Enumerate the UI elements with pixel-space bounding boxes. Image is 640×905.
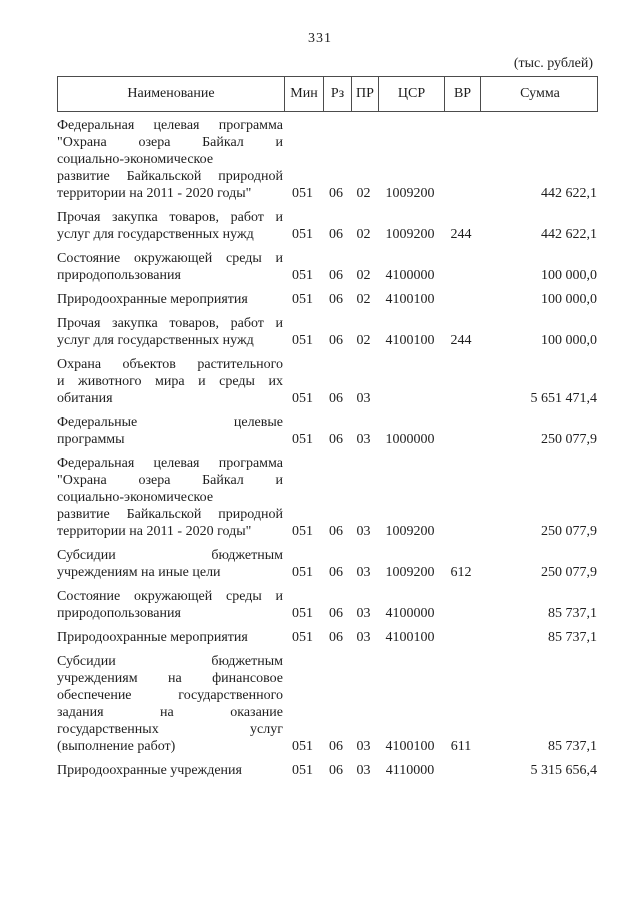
row-name bbox=[57, 356, 283, 407]
row-rz: 06 bbox=[329, 739, 343, 754]
row-name-line: государственных услуг bbox=[57, 722, 283, 737]
row-csr: 4110000 bbox=[385, 763, 435, 778]
row-name-line: Прочая закупка товаров, работ и bbox=[57, 210, 283, 225]
table-body bbox=[57, 117, 598, 779]
table-row bbox=[57, 250, 598, 284]
table-row bbox=[57, 209, 598, 243]
row-name bbox=[57, 291, 283, 308]
row-name-line: природопользования bbox=[57, 268, 181, 283]
row-min: 051 bbox=[292, 630, 313, 645]
row-name-line: Природоохранные учреждения bbox=[57, 763, 242, 778]
row-summa: 250 077,9 bbox=[541, 432, 597, 447]
row-pr: 03 bbox=[356, 630, 371, 645]
row-min: 051 bbox=[292, 391, 313, 406]
row-pr: 02 bbox=[356, 292, 371, 307]
row-min: 051 bbox=[292, 268, 313, 283]
row-name bbox=[57, 588, 283, 622]
row-pr: 03 bbox=[356, 606, 371, 621]
page-number: 331 bbox=[308, 31, 332, 46]
table-row bbox=[57, 356, 598, 407]
row-vr: 244 bbox=[450, 333, 472, 348]
table-row bbox=[57, 588, 598, 622]
row-csr: 1000000 bbox=[385, 432, 435, 447]
row-pr: 02 bbox=[356, 333, 371, 348]
row-name-line: Прочая закупка товаров, работ и bbox=[57, 316, 283, 331]
row-name-line: социально-экономическое bbox=[57, 490, 214, 505]
row-name bbox=[57, 629, 283, 646]
row-vr: 611 bbox=[450, 739, 472, 754]
row-pr: 02 bbox=[356, 186, 371, 201]
row-name-line: Субсидии бюджетным bbox=[57, 654, 283, 669]
row-min: 051 bbox=[292, 333, 313, 348]
row-name-line: Федеральные целевые bbox=[57, 415, 283, 430]
row-rz: 06 bbox=[329, 227, 343, 242]
table-row bbox=[57, 414, 598, 448]
row-name bbox=[57, 414, 283, 448]
row-rz: 06 bbox=[329, 186, 343, 201]
row-name-line: природопользования bbox=[57, 606, 181, 621]
row-summa: 100 000,0 bbox=[541, 292, 597, 307]
row-pr: 03 bbox=[356, 524, 371, 539]
row-name-line: социально-экономическое bbox=[57, 152, 214, 167]
row-summa: 100 000,0 bbox=[541, 333, 597, 348]
row-name-line: "Охрана озера Байкал и bbox=[57, 135, 283, 150]
row-name-line: обеспечение государственного bbox=[57, 688, 283, 703]
row-min: 051 bbox=[292, 186, 313, 201]
row-rz: 06 bbox=[329, 333, 343, 348]
row-name-line: Состояние окружающей среды и bbox=[57, 251, 283, 266]
budget-table bbox=[0, 76, 640, 779]
row-name bbox=[57, 315, 283, 349]
row-name bbox=[57, 455, 283, 540]
table-row bbox=[57, 762, 598, 779]
column-header-name: Наименование bbox=[127, 86, 215, 101]
row-summa: 442 622,1 bbox=[541, 186, 597, 201]
row-rz: 06 bbox=[329, 606, 343, 621]
row-name bbox=[57, 762, 283, 779]
row-min: 051 bbox=[292, 292, 313, 307]
row-name bbox=[57, 547, 283, 581]
row-name-line: Природоохранные мероприятия bbox=[57, 630, 248, 645]
row-min: 051 bbox=[292, 432, 313, 447]
row-summa: 85 737,1 bbox=[548, 630, 597, 645]
row-rz: 06 bbox=[329, 432, 343, 447]
column-header-min: Мин bbox=[284, 77, 323, 111]
table-row bbox=[57, 653, 598, 755]
row-vr: 612 bbox=[450, 565, 472, 580]
row-rz: 06 bbox=[329, 763, 343, 778]
row-csr: 1009200 bbox=[385, 227, 435, 242]
row-vr: 244 bbox=[450, 227, 472, 242]
row-csr: 4100000 bbox=[385, 606, 435, 621]
row-summa: 85 737,1 bbox=[548, 739, 597, 754]
row-min: 051 bbox=[292, 739, 313, 754]
row-rz: 06 bbox=[329, 268, 343, 283]
row-name-line: (выполнение работ) bbox=[57, 739, 176, 754]
row-rz: 06 bbox=[329, 292, 343, 307]
row-name-line: "Охрана озера Байкал и bbox=[57, 473, 283, 488]
row-name-line: Субсидии бюджетным bbox=[57, 548, 283, 563]
column-header-vr: ВР bbox=[444, 77, 480, 111]
row-name-line: учреждениям на иные цели bbox=[57, 565, 221, 580]
row-name-line: и животного мира и среды их bbox=[57, 374, 283, 389]
row-csr: 4100100 bbox=[385, 333, 435, 348]
row-name-line: Состояние окружающей среды и bbox=[57, 589, 283, 604]
row-min: 051 bbox=[292, 227, 313, 242]
row-name-line: услуг для государственных нужд bbox=[57, 333, 254, 348]
row-name-line: развитие Байкальской природной bbox=[57, 507, 283, 522]
row-summa: 250 077,9 bbox=[541, 565, 597, 580]
row-summa: 442 622,1 bbox=[541, 227, 597, 242]
row-summa: 100 000,0 bbox=[541, 268, 597, 283]
row-summa: 250 077,9 bbox=[541, 524, 597, 539]
row-pr: 03 bbox=[356, 763, 371, 778]
column-header-pr: ПР bbox=[351, 77, 378, 111]
row-name-line: учреждениям на финансовое bbox=[57, 671, 283, 686]
table-row bbox=[57, 315, 598, 349]
row-name-line: Федеральная целевая программа bbox=[57, 456, 283, 471]
table-row bbox=[57, 629, 598, 646]
row-min: 051 bbox=[292, 763, 313, 778]
row-csr: 1009200 bbox=[385, 186, 435, 201]
row-name bbox=[57, 117, 283, 202]
row-name-line: Охрана объектов растительного bbox=[57, 357, 283, 372]
row-name-line: Природоохранные мероприятия bbox=[57, 292, 248, 307]
row-name-line: Федеральная целевая программа bbox=[57, 118, 283, 133]
row-name-line: территории на 2011 - 2020 годы" bbox=[57, 524, 252, 539]
row-min: 051 bbox=[292, 606, 313, 621]
row-summa: 85 737,1 bbox=[548, 606, 597, 621]
row-pr: 03 bbox=[356, 391, 371, 406]
row-csr: 4100000 bbox=[385, 268, 435, 283]
row-name-line: территории на 2011 - 2020 годы" bbox=[57, 186, 252, 201]
row-pr: 03 bbox=[356, 432, 371, 447]
row-name bbox=[57, 250, 283, 284]
row-min: 051 bbox=[292, 524, 313, 539]
row-name-line: программы bbox=[57, 432, 125, 447]
row-pr: 03 bbox=[356, 565, 371, 580]
row-name bbox=[57, 209, 283, 243]
column-header-rz: Рз bbox=[323, 77, 351, 111]
table-row bbox=[57, 291, 598, 308]
row-pr: 02 bbox=[356, 227, 371, 242]
row-csr: 4100100 bbox=[385, 739, 435, 754]
row-rz: 06 bbox=[329, 391, 343, 406]
column-header-csr: ЦСР bbox=[378, 77, 444, 111]
row-rz: 06 bbox=[329, 524, 343, 539]
row-summa: 5 315 656,4 bbox=[530, 763, 597, 778]
row-pr: 03 bbox=[356, 739, 371, 754]
column-header-summa: Сумма bbox=[480, 77, 599, 111]
row-csr: 4100100 bbox=[385, 292, 435, 307]
row-min: 051 bbox=[292, 565, 313, 580]
row-csr: 1009200 bbox=[385, 565, 435, 580]
row-summa: 5 651 471,4 bbox=[530, 391, 597, 406]
table-row bbox=[57, 455, 598, 540]
row-csr: 4100100 bbox=[385, 630, 435, 645]
table-header-row bbox=[57, 76, 598, 112]
row-rz: 06 bbox=[329, 565, 343, 580]
row-name-line: задания на оказание bbox=[57, 705, 283, 720]
row-pr: 02 bbox=[356, 268, 371, 283]
row-name-line: обитания bbox=[57, 391, 113, 406]
row-rz: 06 bbox=[329, 630, 343, 645]
table-row bbox=[57, 547, 598, 581]
row-name-line: услуг для государственных нужд bbox=[57, 227, 254, 242]
row-name bbox=[57, 653, 283, 755]
row-name-line: развитие Байкальской природной bbox=[57, 169, 283, 184]
table-row bbox=[57, 117, 598, 202]
units-note: (тыс. рублей) bbox=[513, 56, 593, 71]
row-csr: 1009200 bbox=[385, 524, 435, 539]
